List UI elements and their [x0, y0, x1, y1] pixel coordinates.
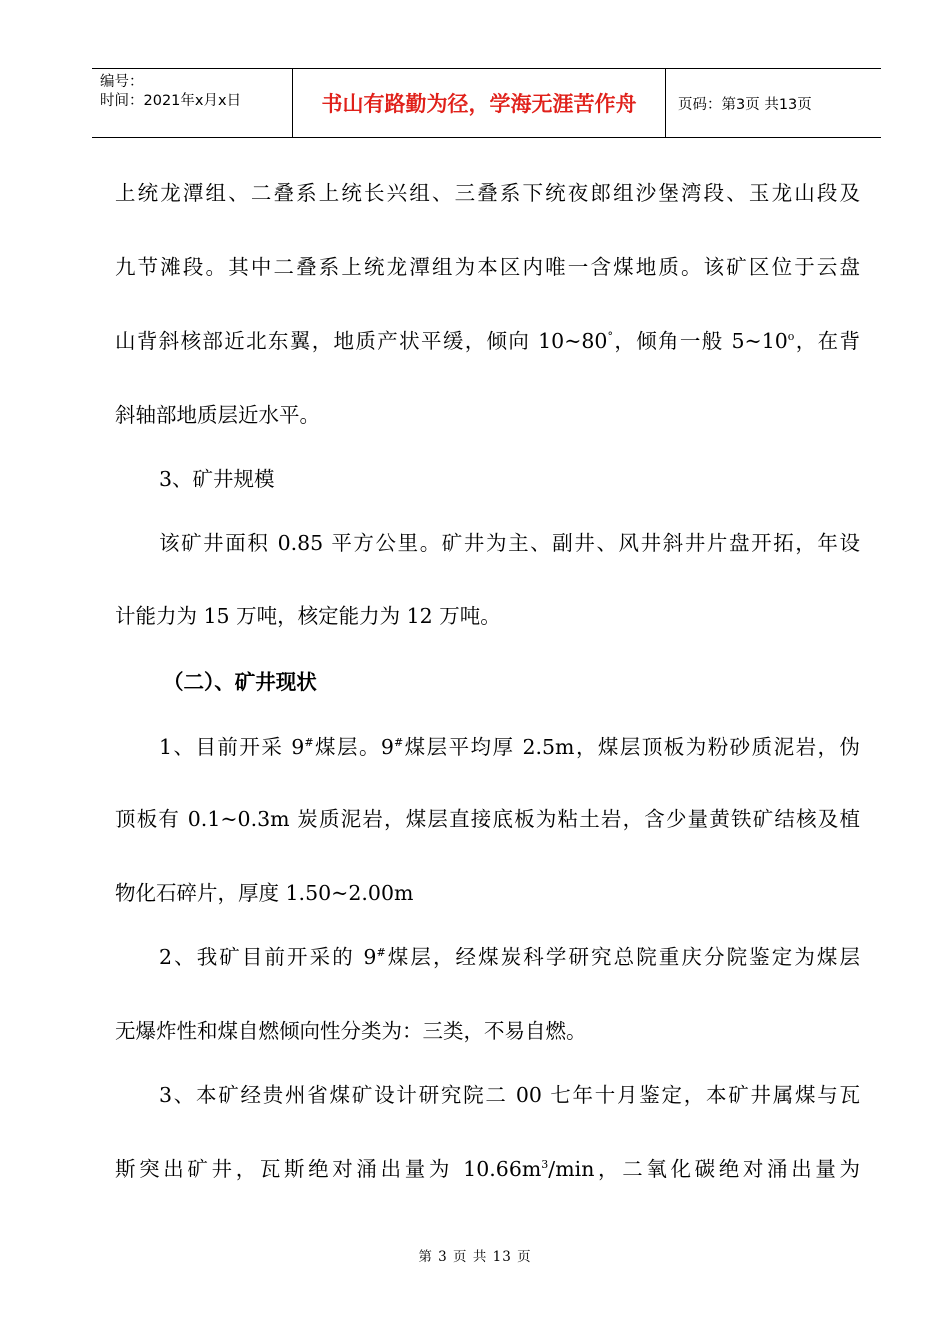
text-run: /min，二氧化碳绝对涌出量为	[548, 1157, 860, 1181]
superscript: #	[376, 946, 386, 959]
header-meta	[92, 69, 293, 137]
paragraph-line: 该矿井面积 0.85 平方公里。矿井为主、副井、风井斜井片盘开拓，年设	[159, 531, 860, 555]
document-number-label: 编号：	[100, 74, 144, 90]
superscript: #	[304, 736, 314, 749]
section-title: 3、矿井规模	[159, 467, 275, 491]
degree-sign: o	[787, 330, 795, 343]
text-run: 煤层，经煤炭科学研究总院重庆分院鉴定为煤层	[385, 945, 860, 969]
section-heading: （二）、矿井现状	[163, 670, 317, 694]
paragraph-line: 计能力为 15 万吨，核定能力为 12 万吨。	[115, 604, 501, 628]
paragraph-line	[115, 1154, 860, 1184]
text-run: 1、目前开采 9	[159, 735, 305, 759]
paragraph-line: 无爆炸性和煤自燃倾向性分类为：三类，不易自燃。	[115, 1019, 587, 1043]
page-footer: 第 3 页 共 13 页	[418, 1249, 532, 1265]
paragraph-line: 九节滩段。其中二叠系上统龙潭组为本区内唯一含煤地质。该矿区位于云盘	[115, 255, 860, 279]
header-page-info: 页码：第3页 共13页	[678, 96, 812, 113]
superscript: 3	[541, 1158, 549, 1171]
paragraph-line: 上统龙潭组、二叠系上统长兴组、三叠系下统夜郎组沙堡湾段、玉龙山段及	[115, 181, 860, 205]
paragraph-line	[115, 326, 860, 356]
document-time-label: 时间：2021年x月x日	[100, 93, 242, 109]
paragraph-line	[159, 942, 860, 972]
text-run: 煤层。9	[313, 735, 394, 759]
paragraph-line: 顶板有 0.1~0.3m 炭质泥岩，煤层直接底板为粘土岩，含少量黄铁矿结核及植	[115, 807, 860, 831]
text-run: 斯突出矿井，瓦斯绝对涌出量为 10.66m	[115, 1157, 542, 1181]
degree-sign: °	[607, 330, 613, 343]
page-header	[92, 68, 881, 138]
text-run: ，倾角一般 5~10	[612, 329, 788, 353]
text-run: 山背斜核部近北东翼，地质产状平缓，倾向 10~80	[115, 329, 608, 353]
paragraph-line: 物化石碎片，厚度 1.50~2.00m	[115, 881, 414, 905]
paragraph-line	[159, 732, 860, 762]
paragraph-line: 斜轴部地质层近水平。	[115, 403, 320, 427]
superscript: #	[393, 736, 404, 749]
header-motto: 书山有路勤为径，学海无涯苦作舟	[293, 69, 666, 137]
paragraph-line: 3、本矿经贵州省煤矿设计研究院二 00 七年十月鉴定，本矿井属煤与瓦	[159, 1083, 860, 1107]
text-run: 煤层平均厚 2.5m，煤层顶板为粉砂质泥岩，伪	[403, 735, 860, 759]
text-run: 2、我矿目前开采的 9	[159, 945, 377, 969]
text-run: ，在背	[794, 329, 860, 353]
